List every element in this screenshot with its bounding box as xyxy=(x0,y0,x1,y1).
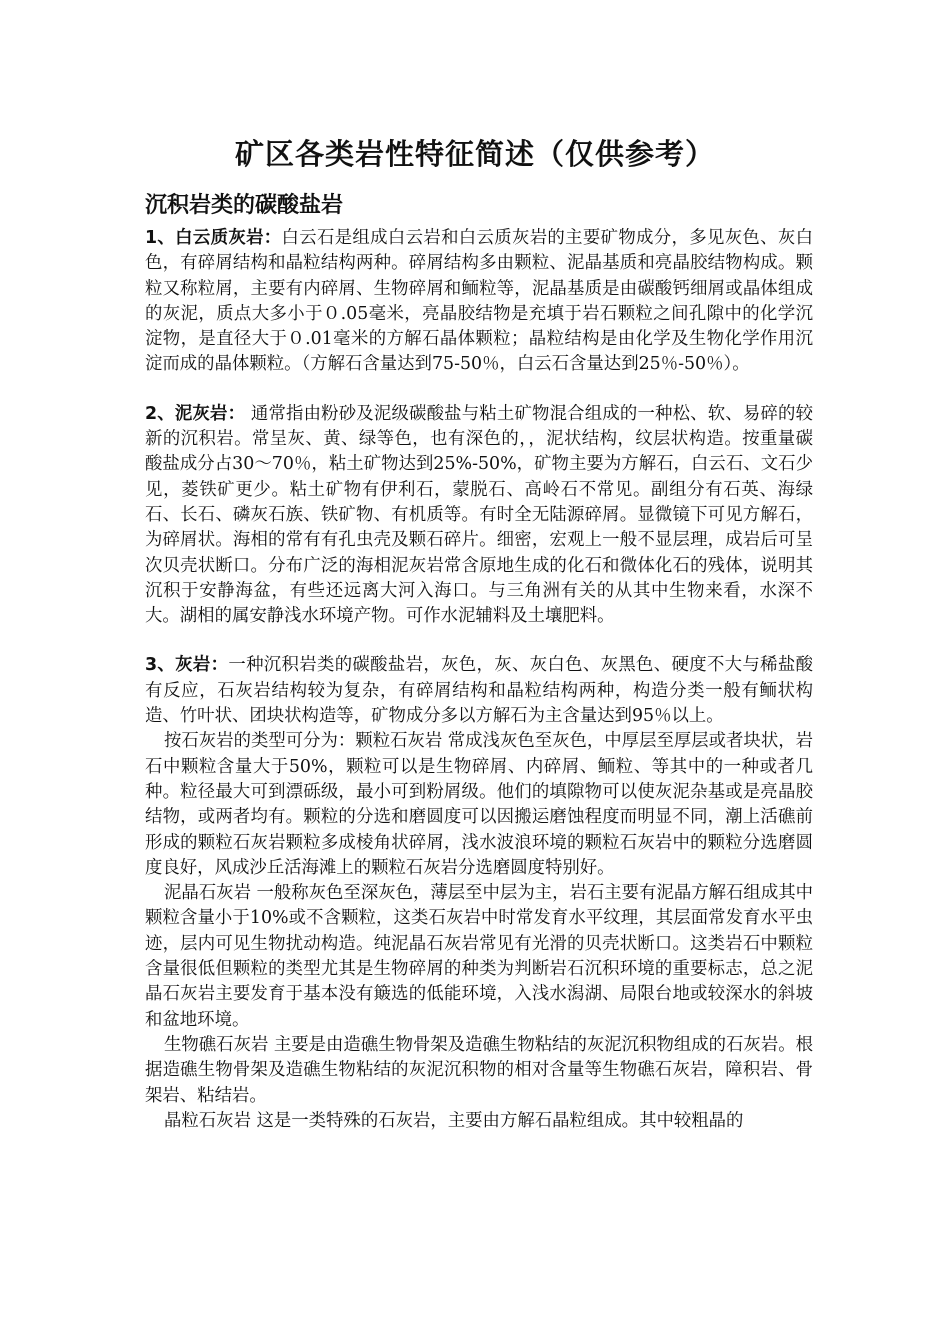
paragraph-granular-limestone: 按石灰岩的类型可分为：颗粒石灰岩 常成浅灰色至灰色，中厚层至厚层或者块状，岩石中颗粒含量大于50%，颗粒可以是生物碎屑、内碎屑、鲕粒、等其中的一种或者几种。粒径最大可到漂砾级，最小可到粉屑级。他们的填隙物可以使灰泥杂基或是亮晶胶结物，或两者均有。颗粒的分选和磨圆度可以因搬运磨蚀程度而明显不同，潮上活礁前形成的颗粒石灰岩颗粒多成棱角状碎屑，浅水波浪环境的颗粒石灰岩中的颗粒分选磨圆度良好，风成沙丘活海滩上的颗粒石灰岩分选磨圆度特别好。 xyxy=(145,731,813,878)
item-text: 一种沉积岩类的碳酸盐岩，灰色，灰、灰白色、灰黑色、硬度不大与稀盐酸有反应，石灰岩结构较为复杂，有碎屑结构和晶粒结构两种，构造分类一般有鲕状构造、竹叶状、团块状构造等，矿物成分多以方解石为主含量达到95％以上。 xyxy=(145,655,813,727)
document-body xyxy=(145,226,813,1134)
item-text: 通常指由粉砂及泥级碳酸盐与粘土矿物混合组成的一种松、软、易碎的较新的沉积岩。常呈灰、黄、绿等色，也有深色的，，泥状结构，纹层状构造。按重量碳酸盐成分占30～70％，粘土矿物达到25%-50%，矿物主要为方解石，白云石、文石少见，菱铁矿更少。粘土矿物有伊利石，蒙脱石、高岭石不常见。副组分有石英、海绿石、长石、磷灰石族、铁矿物、有机质等。有时全无陆源碎屑。显微镜下可见方解石，为碎屑状。海相的常有有孔虫壳及颗石碎片。细密，宏观上一般不显层理，成岩后可呈次贝壳状断口。分布广泛的海相泥灰岩常含原地生成的化石和微体化石的残体，说明其沉积于安静海盆，有些还远离大河入海口。与三角洲有关的从其中生物来看，水深不大。湖相的属安静浅水环境产物。可作水泥辅料及土壤肥料。 xyxy=(145,403,813,627)
paragraph-limestone xyxy=(145,653,813,729)
paragraph-spacer xyxy=(145,629,813,653)
paragraph-crystalline-limestone: 晶粒石灰岩 这是一类特殊的石灰岩，主要由方解石晶粒组成。其中较粗晶的 xyxy=(164,1110,744,1131)
paragraph-micritic-limestone: 泥晶石灰岩 一般称灰色至深灰色，薄层至中层为主，岩石主要有泥晶方解石组成其中颗粒含量小于10%或不含颗粒，这类石灰岩中时常发育水平纹理，其层面常发育水平虫迹，层内可见生物扰动构造。纯泥晶石灰岩常见有光滑的贝壳状断口。这类岩石中颗粒含量很低但颗粒的类型尤其是生物碎屑的种类为判断岩石沉积环境的重要标志，总之泥晶石灰岩主要发育于基本没有簸选的低能环境，入浅水潟湖、局限台地或较深水的斜坡和盆地环境。 xyxy=(145,883,813,1030)
item-lead: 2、泥灰岩： xyxy=(145,403,246,424)
section-heading: 沉积岩类的碳酸盐岩 xyxy=(145,193,344,218)
item-text: 白云石是组成白云岩和白云质灰岩的主要矿物成分，多见灰色、灰白色，有碎屑结构和晶粒结构两种。碎屑结构多由颗粒、泥晶基质和亮晶胶结物构成。颗粒又称粒屑，主要有内碎屑、生物碎屑和鲕粒等，泥晶基质是由碳酸钙细屑或晶体组成的灰泥，质点大多小于０.05毫米，亮晶胶结物是充填于岩石颗粒之间孔隙中的化学沉淀物，是直径大于０.01毫米的方解石晶体颗粒；晶粒结构是由化学及生物化学作用沉淀而成的晶体颗粒。（方解石含量达到75-50％，白云石含量达到25％-50％）。 xyxy=(145,228,813,375)
paragraph-spacer xyxy=(145,378,813,402)
paragraph-dolomitic-limestone xyxy=(145,226,813,378)
item-lead: 3、灰岩： xyxy=(145,655,229,676)
paragraph-reef-limestone: 生物礁石灰岩 主要是由造礁生物骨架及造礁生物粘结的灰泥沉积物组成的石灰岩。根据造礁生物骨架及造礁生物粘结的灰泥沉积物的相对含量等生物礁石灰岩，障积岩、骨架岩、粘结岩。 xyxy=(145,1034,813,1106)
document-title: 矿区各类岩性特征简述（仅供参考） xyxy=(234,137,715,171)
item-lead: 1、白云质灰岩： xyxy=(145,228,282,248)
paragraph-marl xyxy=(145,402,813,630)
